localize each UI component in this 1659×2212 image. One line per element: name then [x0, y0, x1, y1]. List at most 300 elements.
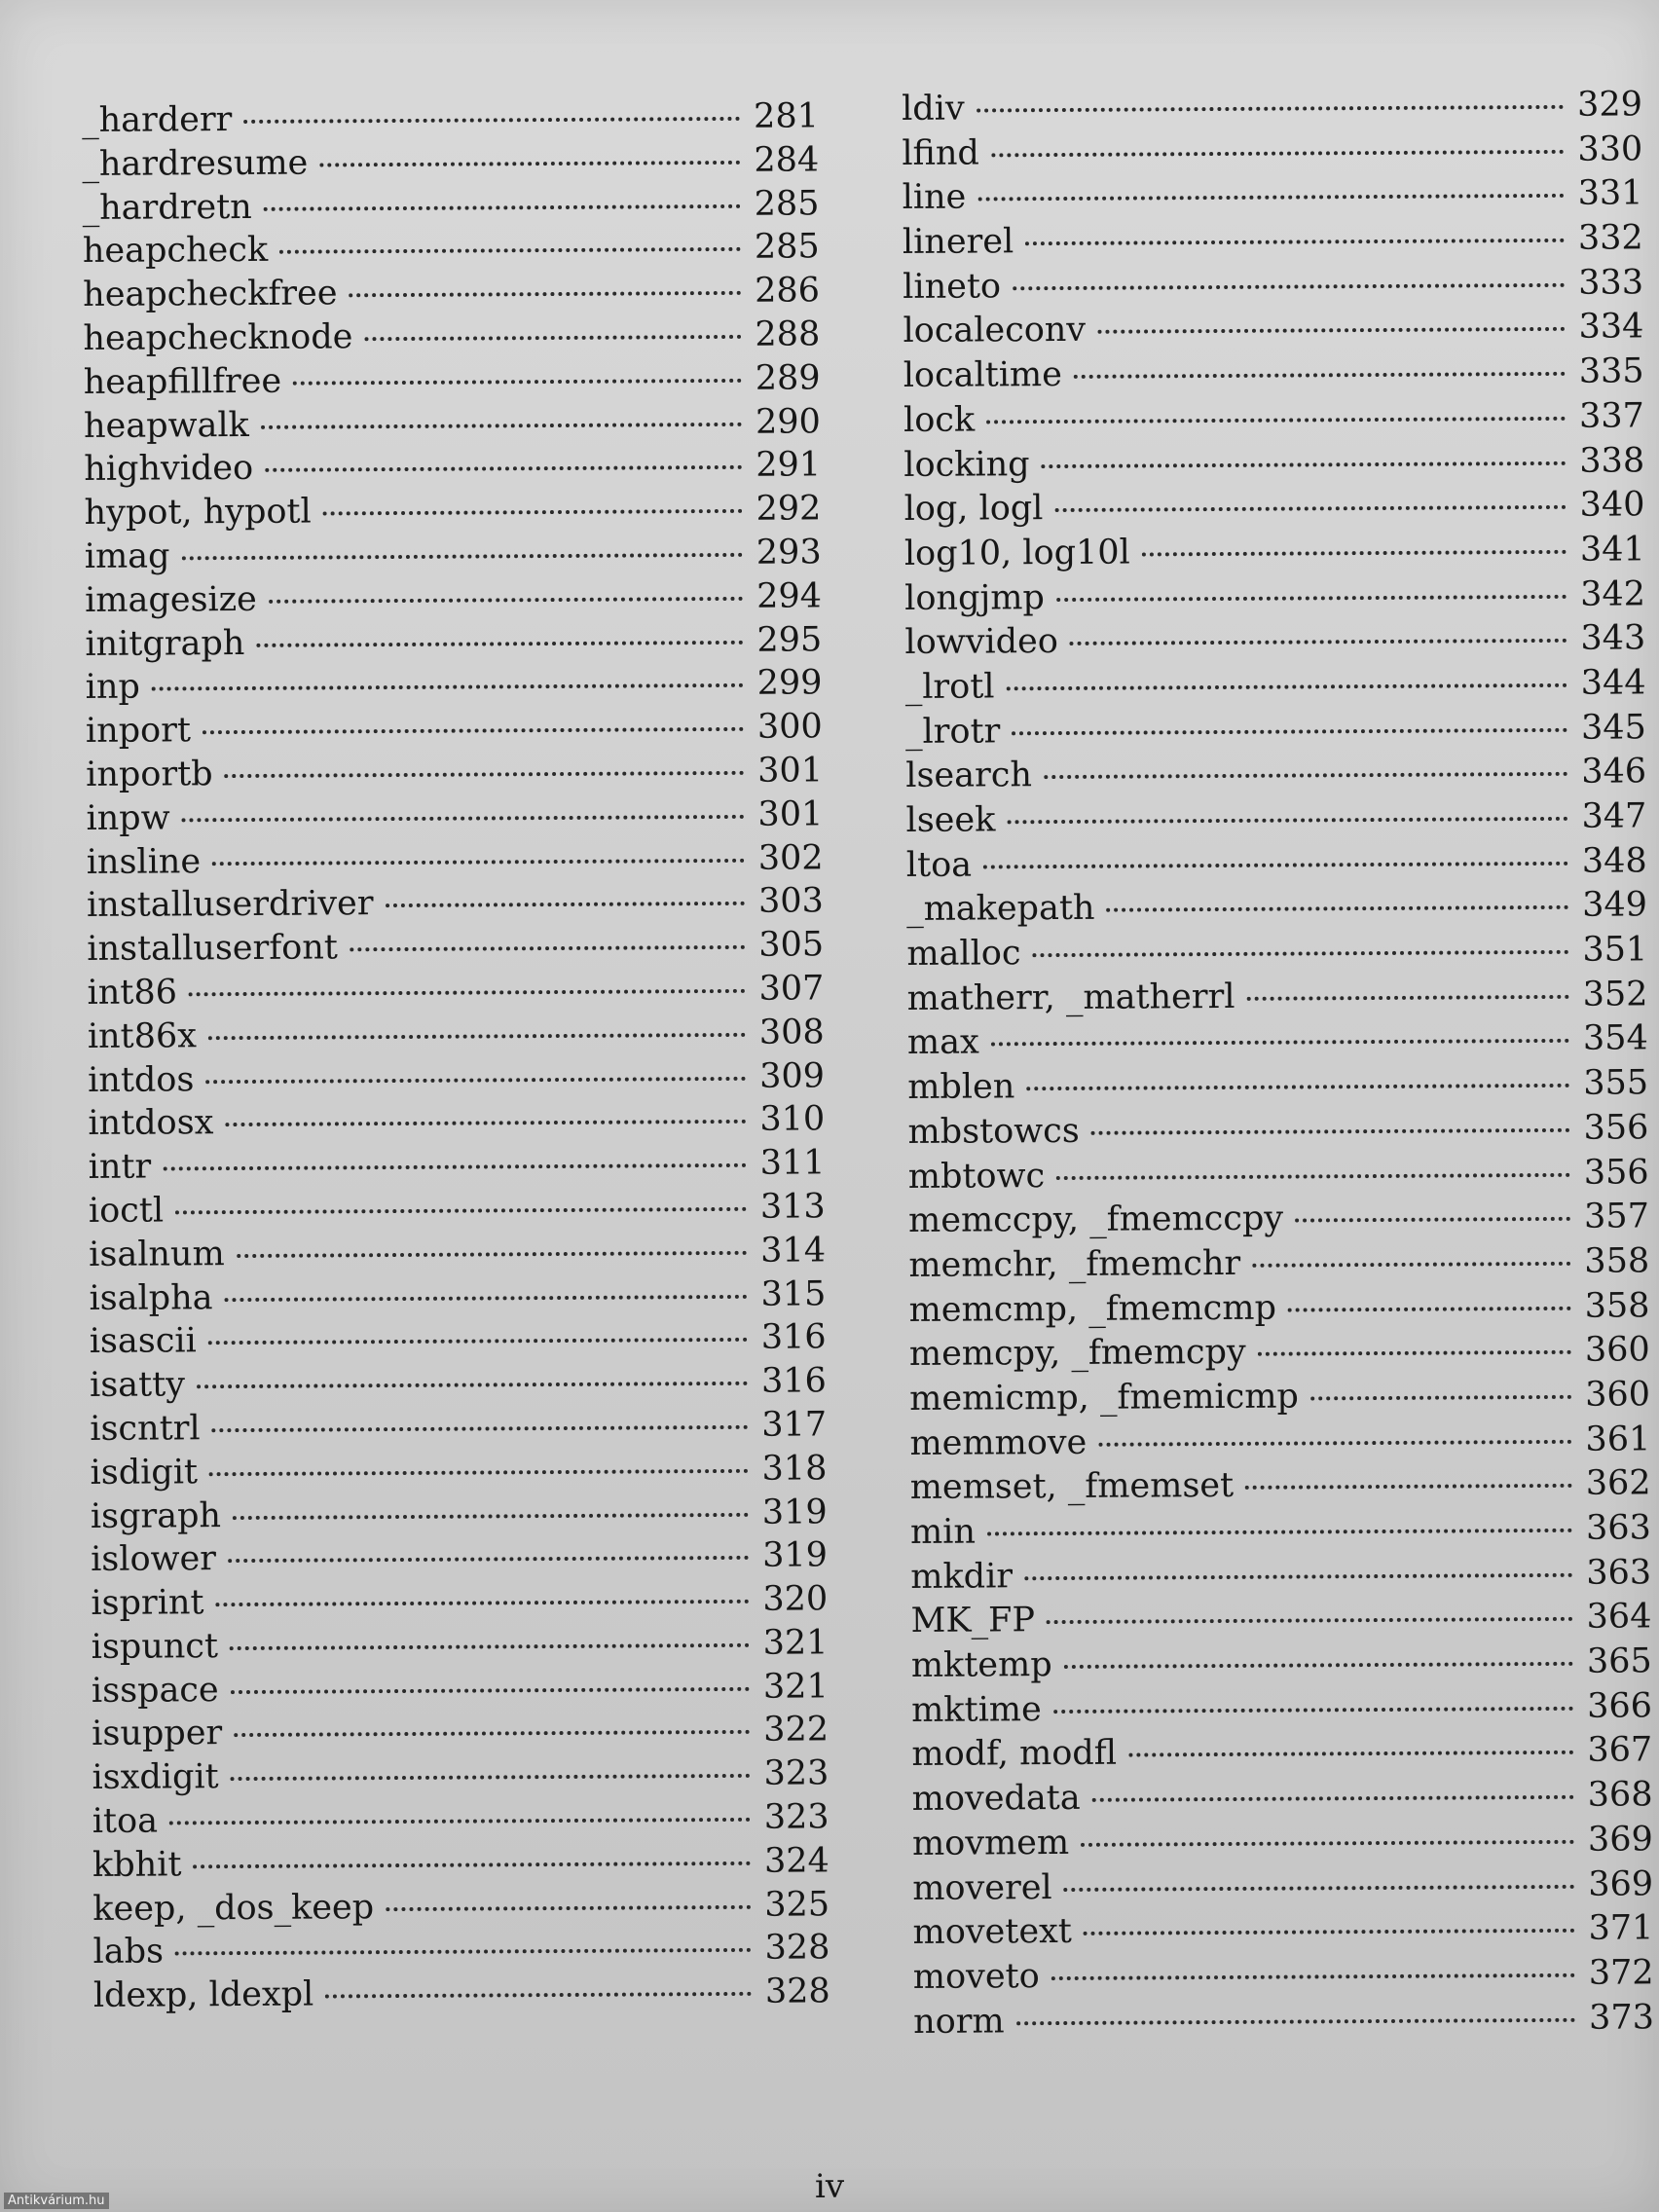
dot-leader: [1246, 995, 1568, 1001]
entry-name: lfind: [902, 133, 980, 173]
index-entry: [84, 489, 822, 537]
entry-name: installuserdriver: [86, 884, 374, 926]
index-entry: [83, 271, 821, 319]
index-column-left: [82, 96, 830, 2020]
index-entry: [904, 707, 1646, 756]
entry-name: lsearch: [905, 756, 1033, 796]
dot-leader: [1288, 1306, 1571, 1311]
entry-page-number: 319: [761, 1492, 828, 1532]
index-entry: [903, 530, 1645, 578]
entry-page-number: 315: [760, 1273, 827, 1314]
index-entry: [88, 1055, 826, 1104]
entry-name: labs: [92, 1932, 165, 1972]
index-entry: [903, 396, 1644, 445]
index-column-right: [902, 85, 1655, 2046]
dot-leader: [319, 161, 740, 167]
entry-page-number: 331: [1577, 173, 1643, 214]
entry-page-number: 310: [759, 1099, 826, 1140]
entry-name: mbtowc: [907, 1156, 1046, 1197]
entry-page-number: 342: [1580, 573, 1646, 614]
entry-page-number: 349: [1582, 885, 1648, 926]
entry-page-number: 356: [1583, 1108, 1649, 1148]
dot-leader: [189, 989, 746, 996]
dot-leader: [279, 247, 741, 254]
entry-name: kbhit: [92, 1845, 182, 1885]
dot-leader: [1024, 1573, 1572, 1580]
entry-page-number: 360: [1585, 1375, 1651, 1415]
entry-page-number: 356: [1583, 1152, 1649, 1193]
entry-name: insline: [86, 841, 202, 882]
entry-page-number: 299: [756, 663, 823, 704]
entry-page-number: 313: [759, 1187, 826, 1227]
index-entry: [907, 1063, 1649, 1112]
entry-name: ioctl: [88, 1191, 165, 1231]
dot-leader: [1054, 505, 1566, 512]
dot-leader: [1097, 327, 1565, 334]
entry-name: iscntrl: [90, 1409, 201, 1449]
index-entry: [83, 358, 821, 406]
entry-name: memccpy, _fmemccpy: [907, 1198, 1284, 1241]
index-entry: [87, 969, 825, 1016]
entry-page-number: 362: [1585, 1463, 1651, 1504]
dot-leader: [231, 1774, 751, 1781]
index-entry: [906, 975, 1648, 1023]
entry-name: _lrotr: [904, 712, 1001, 752]
index-entry: [82, 96, 820, 144]
index-entry: [905, 841, 1647, 890]
entry-name: mblen: [907, 1067, 1015, 1108]
index-entry: [902, 218, 1643, 267]
entry-page-number: 321: [762, 1623, 829, 1663]
index-entry: [908, 1330, 1650, 1380]
index-entry: [903, 485, 1645, 535]
entry-page-number: 351: [1582, 930, 1648, 970]
entry-name: int86: [87, 973, 178, 1013]
index-entry: [91, 1579, 829, 1627]
index-entry: [92, 1710, 830, 1758]
entry-page-number: 338: [1579, 440, 1645, 481]
index-entry: [910, 1597, 1652, 1646]
index-entry: [909, 1508, 1651, 1557]
entry-name: locking: [903, 444, 1030, 485]
entry-page-number: 285: [754, 227, 820, 268]
entry-name: lseek: [905, 800, 996, 840]
entry-page-number: 354: [1582, 1018, 1648, 1059]
entry-page-number: 373: [1588, 1997, 1655, 2038]
dot-leader: [175, 1948, 752, 1956]
entry-name: isatty: [89, 1365, 186, 1406]
index-entry: [907, 1108, 1649, 1157]
entry-name: isalnum: [89, 1234, 225, 1274]
entry-name: ldexp, ldexpl: [92, 1974, 314, 2016]
entry-page-number: 291: [756, 445, 822, 486]
index-entry: [83, 314, 821, 362]
dot-leader: [225, 1294, 748, 1301]
entry-name: inportb: [86, 755, 213, 794]
dot-leader: [216, 1600, 750, 1606]
index-entry: [913, 1997, 1655, 2046]
entry-name: min: [909, 1512, 977, 1552]
entry-page-number: 285: [754, 183, 820, 224]
entry-name: isdigit: [90, 1453, 199, 1493]
entry-page-number: 289: [755, 358, 821, 398]
index-entry: [911, 1686, 1653, 1735]
dot-leader: [991, 1039, 1569, 1047]
entry-page-number: 292: [756, 489, 822, 529]
index-entry: [86, 751, 824, 798]
entry-name: movetext: [912, 1912, 1073, 1953]
entry-name: linerel: [902, 222, 1014, 263]
entry-name: malloc: [906, 934, 1021, 975]
index-entry: [85, 663, 823, 712]
entry-page-number: 328: [764, 1928, 830, 1969]
dot-leader: [205, 1076, 746, 1083]
dot-leader: [225, 1120, 746, 1126]
entry-name: matherr, _matherrl: [906, 977, 1235, 1018]
dot-leader: [264, 203, 741, 210]
dot-leader: [1245, 1484, 1572, 1490]
index-entry: [92, 1928, 830, 1976]
entry-name: lowvideo: [904, 622, 1058, 663]
entry-page-number: 348: [1581, 841, 1647, 881]
dot-leader: [261, 422, 742, 428]
entry-page-number: 337: [1578, 396, 1644, 436]
entry-name: heapfillfree: [83, 361, 282, 402]
dot-leader: [208, 1033, 746, 1040]
entry-page-number: 363: [1586, 1553, 1652, 1593]
entry-page-number: 347: [1581, 796, 1647, 836]
index-entry: [909, 1463, 1651, 1513]
dot-leader: [175, 1207, 747, 1215]
dot-leader: [182, 553, 743, 561]
entry-page-number: 290: [755, 401, 821, 442]
entry-name: longjmp: [904, 577, 1045, 618]
entry-page-number: 372: [1588, 1953, 1654, 1993]
index-entry: [92, 1797, 830, 1845]
index-entry: [90, 1405, 828, 1453]
index-entry: [908, 1285, 1650, 1335]
entry-page-number: 308: [758, 1013, 825, 1052]
index-entry: [911, 1730, 1653, 1780]
entry-page-number: 303: [757, 881, 824, 922]
dot-leader: [230, 1643, 750, 1650]
entry-page-number: 311: [759, 1143, 826, 1183]
entry-page-number: 300: [756, 707, 823, 747]
entry-page-number: 358: [1584, 1241, 1650, 1281]
index-entry: [85, 707, 823, 756]
entry-name: lock: [903, 400, 976, 440]
index-entry: [92, 1885, 830, 1933]
index-entry: [89, 1231, 827, 1278]
entry-page-number: 369: [1588, 1863, 1654, 1904]
dot-leader: [1056, 594, 1567, 601]
entry-name: inport: [85, 711, 192, 752]
entry-page-number: 333: [1578, 263, 1644, 303]
index-entry: [89, 1361, 827, 1409]
entry-page-number: 343: [1580, 618, 1646, 658]
dot-leader: [1091, 1128, 1570, 1135]
entry-page-number: 314: [760, 1231, 827, 1271]
dot-leader: [1047, 1617, 1573, 1624]
entry-page-number: 294: [756, 576, 823, 616]
dot-leader: [234, 1730, 750, 1737]
entry-page-number: 360: [1584, 1330, 1650, 1370]
dot-leader: [386, 1905, 751, 1911]
entry-page-number: 281: [753, 96, 820, 136]
dot-leader: [1064, 1884, 1575, 1891]
dot-leader: [1007, 683, 1567, 691]
entry-name: heapchecknode: [83, 317, 353, 358]
entry-name: moverel: [912, 1867, 1052, 1908]
entry-page-number: 319: [762, 1535, 829, 1576]
entry-name: ispunct: [91, 1627, 219, 1667]
dot-leader: [1013, 283, 1565, 290]
index-entry: [89, 1317, 827, 1366]
dot-leader: [237, 1251, 748, 1258]
index-entry: [92, 1753, 830, 1802]
entry-name: isspace: [91, 1670, 219, 1711]
index-entry: [910, 1553, 1652, 1602]
entry-page-number: 329: [1576, 85, 1643, 125]
index-entry: [905, 752, 1647, 801]
index-entry: [85, 576, 823, 624]
watermark: Antikvárium.hu: [4, 2193, 109, 2209]
dot-leader: [987, 1529, 1572, 1536]
dot-leader: [1026, 1084, 1569, 1090]
entry-page-number: 352: [1582, 975, 1648, 1014]
dot-leader: [977, 194, 1564, 202]
entry-name: highvideo: [84, 449, 254, 490]
index-entry: [88, 1099, 826, 1148]
index-entry: [83, 401, 821, 450]
dot-leader: [233, 1512, 749, 1519]
entry-name: line: [902, 177, 967, 218]
dot-leader: [1107, 905, 1569, 912]
entry-page-number: 316: [760, 1361, 827, 1401]
dot-leader: [1098, 1439, 1571, 1446]
entry-page-number: 309: [759, 1055, 826, 1096]
entry-page-number: 301: [757, 751, 824, 791]
dot-leader: [203, 727, 744, 734]
index-entry: [902, 173, 1643, 223]
dot-leader: [1051, 1973, 1575, 1980]
dot-leader: [193, 1862, 751, 1868]
entry-name: islower: [91, 1539, 217, 1580]
entry-page-number: 357: [1583, 1197, 1650, 1236]
index-entry: [92, 1841, 830, 1889]
entry-name: norm: [913, 2001, 1005, 2042]
index-entry: [82, 227, 820, 276]
dot-leader: [212, 1425, 749, 1432]
entry-name: isxdigit: [92, 1757, 219, 1798]
entry-page-number: 341: [1579, 530, 1645, 570]
index-entry: [90, 1492, 828, 1540]
entry-name: mkdir: [910, 1557, 1014, 1597]
dot-leader: [1007, 817, 1567, 825]
entry-name: isprint: [91, 1583, 204, 1624]
index-entry: [906, 1018, 1648, 1068]
entry-page-number: 293: [756, 533, 822, 572]
entry-page-number: 288: [755, 314, 821, 354]
index-entry: [905, 796, 1647, 845]
index-entry: [903, 307, 1644, 356]
index-entry: [911, 1820, 1653, 1868]
entry-page-number: 363: [1585, 1508, 1651, 1548]
entry-page-number: 371: [1588, 1908, 1654, 1948]
entry-name: initgraph: [85, 623, 245, 664]
dot-leader: [1084, 1929, 1575, 1936]
entry-page-number: 346: [1581, 752, 1647, 793]
entry-page-number: 316: [760, 1317, 827, 1358]
entry-page-number: 365: [1586, 1641, 1652, 1681]
index-entry: [86, 881, 824, 930]
index-entry: [912, 1953, 1654, 2002]
entry-name: isgraph: [90, 1495, 222, 1536]
index-entry: [84, 445, 822, 494]
entry-page-number: 328: [764, 1972, 830, 2012]
entry-page-number: 330: [1577, 129, 1643, 169]
entry-page-number: 332: [1577, 218, 1643, 258]
entry-page-number: 323: [763, 1797, 830, 1837]
entry-name: memchr, _fmemchr: [908, 1243, 1241, 1285]
dot-leader: [1033, 950, 1569, 957]
entry-name: itoa: [92, 1801, 159, 1842]
dot-leader: [152, 683, 744, 691]
dot-leader: [228, 1556, 749, 1563]
index-entry: [89, 1273, 827, 1322]
dot-leader: [265, 465, 742, 472]
entry-page-number: 320: [762, 1579, 829, 1619]
index-entry: [90, 1449, 828, 1496]
index-entry: [87, 925, 825, 974]
entry-page-number: 368: [1587, 1775, 1653, 1815]
dot-leader: [269, 597, 743, 604]
dot-leader: [212, 858, 745, 865]
entry-page-number: 284: [754, 140, 820, 180]
index-entry: [904, 663, 1646, 712]
entry-name: imag: [84, 536, 170, 576]
entry-name: memcpy, _fmemcpy: [908, 1333, 1246, 1375]
dot-leader: [986, 417, 1566, 424]
entry-name: heapwalk: [83, 405, 249, 446]
entry-name: _hardretn: [82, 187, 252, 228]
dot-leader: [1074, 372, 1566, 379]
entry-name: mktemp: [910, 1645, 1052, 1686]
dot-leader: [325, 1992, 752, 1999]
entry-name: localeconv: [903, 311, 1087, 351]
dot-leader: [350, 945, 745, 951]
entry-name: intdos: [88, 1059, 195, 1100]
entry-page-number: 334: [1578, 307, 1644, 348]
entry-page-number: 325: [764, 1885, 830, 1925]
index-entry: [902, 85, 1643, 133]
entry-page-number: 364: [1586, 1597, 1652, 1638]
dot-leader: [1252, 1262, 1570, 1268]
index-entry: [909, 1375, 1651, 1423]
index-entry: [906, 885, 1648, 935]
entry-page-number: 344: [1580, 663, 1646, 703]
entry-name: intr: [88, 1147, 152, 1188]
entry-name: ltoa: [905, 845, 973, 885]
entry-name: max: [906, 1022, 979, 1063]
entry-name: moveto: [912, 1957, 1040, 1997]
index-entry: [906, 930, 1648, 978]
entry-name: _harderr: [82, 100, 233, 140]
index-entry: [88, 1143, 826, 1192]
dot-leader: [1053, 1707, 1573, 1714]
dot-leader: [256, 640, 743, 646]
index-entry: [907, 1197, 1650, 1246]
dot-leader: [293, 379, 742, 386]
dot-leader: [243, 117, 740, 124]
entry-name: heapcheck: [82, 231, 269, 272]
entry-name: int86x: [87, 1016, 198, 1056]
entry-name: _hardresume: [82, 143, 309, 184]
entry-page-number: 366: [1587, 1686, 1653, 1726]
entry-name: isalpha: [89, 1277, 213, 1318]
entry-name: imagesize: [85, 579, 257, 620]
entry-page-number: 358: [1584, 1285, 1650, 1326]
entry-page-number: 302: [757, 837, 824, 878]
entry-name: memicmp, _fmemicmp: [909, 1377, 1300, 1419]
index-entry: [87, 1013, 825, 1060]
dot-leader: [1310, 1395, 1571, 1401]
entry-page-number: 286: [755, 271, 821, 311]
dot-leader: [169, 1818, 751, 1825]
entry-name: log, logl: [903, 489, 1044, 530]
entry-name: heapcheckfree: [83, 274, 338, 315]
dot-leader: [182, 815, 745, 823]
index-entry: [84, 533, 822, 580]
entry-page-number: 322: [763, 1710, 830, 1751]
entry-name: isascii: [89, 1321, 197, 1362]
index-entry: [912, 1908, 1654, 1958]
entry-name: movedata: [911, 1779, 1081, 1820]
index-entry: [903, 351, 1644, 401]
index-entry: [85, 619, 823, 668]
entry-name: log10, log10l: [903, 533, 1130, 573]
index-entry: [911, 1775, 1653, 1824]
index-entry: [91, 1667, 829, 1714]
entry-page-number: 307: [758, 969, 825, 1009]
index-entry: [909, 1419, 1651, 1468]
index-entry: [82, 140, 820, 188]
dot-leader: [208, 1338, 748, 1345]
dot-leader: [163, 1163, 746, 1171]
dot-leader: [977, 105, 1564, 113]
entry-page-number: 317: [761, 1405, 828, 1445]
page-number: iv: [814, 2167, 845, 2206]
index-entry: [91, 1535, 829, 1584]
dot-leader: [1016, 2017, 1575, 2025]
dot-leader: [323, 509, 743, 516]
entry-name: lineto: [903, 267, 1002, 307]
dot-leader: [225, 771, 745, 778]
entry-page-number: 361: [1585, 1419, 1651, 1459]
entry-name: memmove: [909, 1422, 1088, 1463]
dot-leader: [364, 335, 741, 341]
entry-name: _lrotl: [904, 667, 995, 707]
dot-leader: [350, 291, 742, 297]
entry-name: _makepath: [906, 889, 1095, 930]
index-entry: [912, 1863, 1654, 1913]
index-entry: [904, 618, 1646, 668]
dot-leader: [1128, 1751, 1573, 1757]
entry-name: mktime: [911, 1689, 1042, 1730]
index-entry: [907, 1152, 1649, 1201]
entry-name: hypot, hypotl: [84, 492, 312, 534]
index-entry: [88, 1187, 826, 1235]
